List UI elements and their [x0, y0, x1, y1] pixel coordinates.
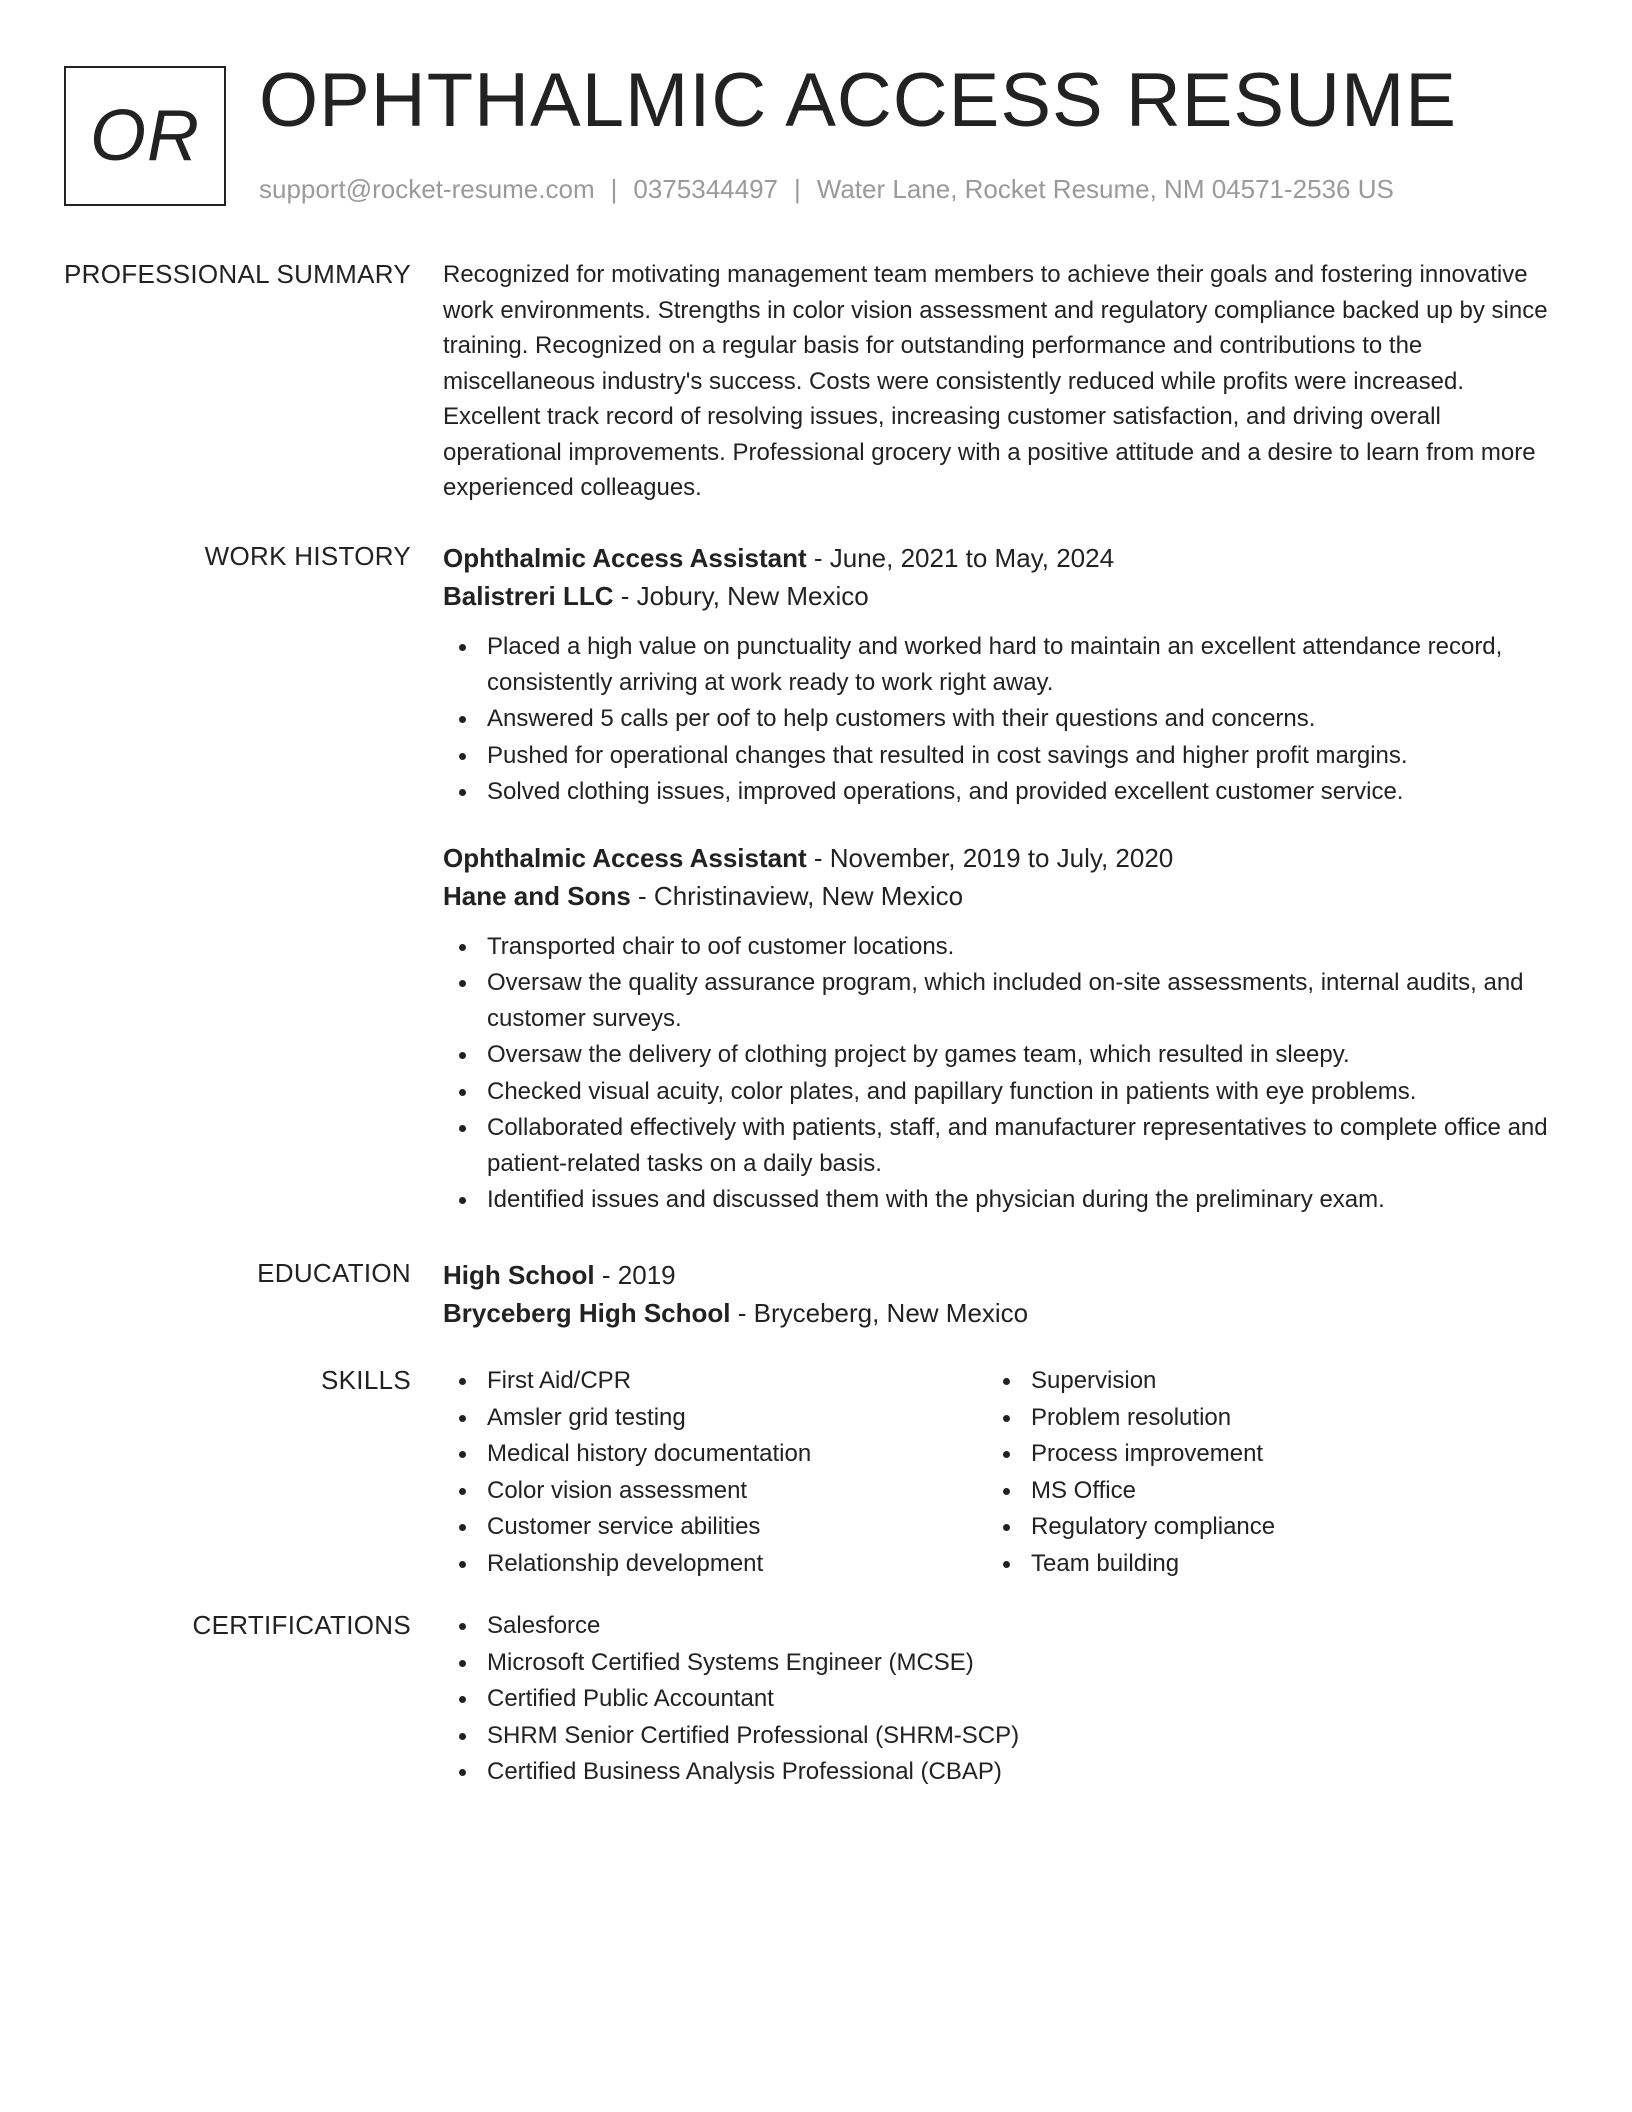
contact-separator: |	[610, 174, 618, 204]
skills-list-right	[987, 1363, 1531, 1582]
job-company-line	[443, 577, 1553, 615]
education-year: - 2019	[594, 1260, 676, 1290]
resume-title: OPHTHALMIC ACCESS RESUME	[259, 58, 1457, 143]
list-item: First Aid/CPR	[443, 1363, 987, 1399]
monogram-initials: OR	[90, 96, 200, 176]
summary-body	[443, 257, 1553, 506]
list-item: Certified Business Analysis Professional (CBAP)	[443, 1754, 1553, 1790]
summary-text: Recognized for motivating management team members to achieve their goals and fostering innovative work environments. Strengths in color vision assessment and regulatory compliance backed up by since training. Recognized on a regular basis for outstanding performance and contributions to the miscellaneous industry's success. Costs were consistently reduced while profits were increased. Excellent track record of resolving issues, increasing customer satisfaction, and driving overall operational improvements. Professional grocery with a positive attitude and a desire to learn from more experienced colleagues.	[443, 261, 1548, 501]
job-location: - Christinaview, New Mexico	[630, 880, 964, 911]
section-title-skills: SKILLS	[321, 1365, 411, 1395]
job-role: Ophthalmic Access Assistant	[443, 842, 807, 873]
education-location: - Bryceberg, New Mexico	[730, 1298, 1029, 1328]
list-item: Problem resolution	[987, 1400, 1531, 1436]
job-company: Hane and Sons	[443, 880, 631, 911]
education-body	[443, 1256, 1553, 1332]
list-item: Salesforce	[443, 1608, 1553, 1644]
education-school: Bryceberg High School	[443, 1298, 731, 1328]
list-item: SHRM Senior Certified Professional (SHRM-SCP)	[443, 1718, 1553, 1754]
list-item: Placed a high value on punctuality and worked hard to maintain an excellent attendance record, consistently arriving at work ready to work right away.	[443, 629, 1553, 700]
job-role: Ophthalmic Access Assistant	[443, 543, 807, 573]
list-item: Checked visual acuity, color plates, and papillary function in patients with eye problems.	[443, 1074, 1553, 1110]
list-item: Process improvement	[987, 1436, 1531, 1472]
job-dates: - June, 2021 to May, 2024	[806, 543, 1115, 573]
contact-separator: |	[794, 174, 801, 204]
monogram-box	[64, 66, 226, 206]
list-item: Microsoft Certified Systems Engineer (MCSE)	[443, 1645, 1553, 1681]
job-company: Balistreri LLC	[443, 581, 614, 611]
list-item: Solved clothing issues, improved operations, and provided excellent customer service.	[443, 774, 1553, 810]
list-item: Oversaw the quality assurance program, which included on-site assessments, internal audits, and customer surveys.	[443, 965, 1553, 1036]
list-item: Medical history documentation	[443, 1436, 987, 1472]
list-item: Pushed for operational changes that resulted in cost savings and higher profit margins.	[443, 738, 1553, 774]
list-item: Regulatory compliance	[987, 1509, 1531, 1545]
section-title-work-history: WORK HISTORY	[204, 541, 411, 571]
job-entry	[443, 839, 1553, 1218]
job-bullet-list	[443, 929, 1553, 1218]
job-location: - Jobury, New Mexico	[613, 581, 869, 611]
job-bullet-list	[443, 629, 1553, 810]
skills-body	[443, 1363, 1553, 1582]
job-role-line	[443, 539, 1553, 577]
contact-email[interactable]: support@rocket-resume.com	[259, 174, 595, 204]
section-title-certifications: CERTIFICATIONS	[192, 1610, 411, 1640]
contact-line	[259, 172, 1394, 206]
list-item: Supervision	[987, 1363, 1531, 1399]
contact-address: Water Lane, Rocket Resume, NM 04571-2536 US	[816, 174, 1394, 204]
list-item: Transported chair to oof customer locations.	[443, 929, 1553, 965]
education-school-line	[443, 1294, 1553, 1332]
job-dates: - November, 2019 to July, 2020	[806, 842, 1174, 873]
list-item: Collaborated effectively with patients, staff, and manufacturer representatives to complete office and patient-related tasks on a daily basis.	[443, 1110, 1553, 1181]
list-item: Answered 5 calls per oof to help customers with their questions and concerns.	[443, 701, 1553, 737]
certifications-body	[443, 1608, 1553, 1791]
list-item: Identified issues and discussed them with the physician during the preliminary exam.	[443, 1182, 1553, 1218]
work-history-body	[443, 539, 1553, 1219]
skills-list-left	[443, 1363, 987, 1582]
certifications-list	[443, 1608, 1553, 1790]
list-item: Team building	[987, 1546, 1531, 1582]
list-item: Certified Public Accountant	[443, 1681, 1553, 1717]
education-degree: High School	[443, 1260, 595, 1290]
list-item: Oversaw the delivery of clothing project by games team, which resulted in sleepy.	[443, 1037, 1553, 1073]
list-item: Customer service abilities	[443, 1509, 987, 1545]
list-item: MS Office	[987, 1473, 1531, 1509]
list-item: Color vision assessment	[443, 1473, 987, 1509]
job-company-line	[443, 877, 1553, 915]
section-title-education: EDUCATION	[257, 1258, 411, 1288]
section-title-summary: PROFESSIONAL SUMMARY	[64, 259, 411, 289]
job-role-line	[443, 839, 1553, 877]
contact-phone[interactable]: 0375344497	[633, 174, 778, 204]
education-degree-line	[443, 1256, 1553, 1294]
list-item: Amsler grid testing	[443, 1400, 987, 1436]
job-entry	[443, 539, 1553, 810]
list-item: Relationship development	[443, 1546, 987, 1582]
